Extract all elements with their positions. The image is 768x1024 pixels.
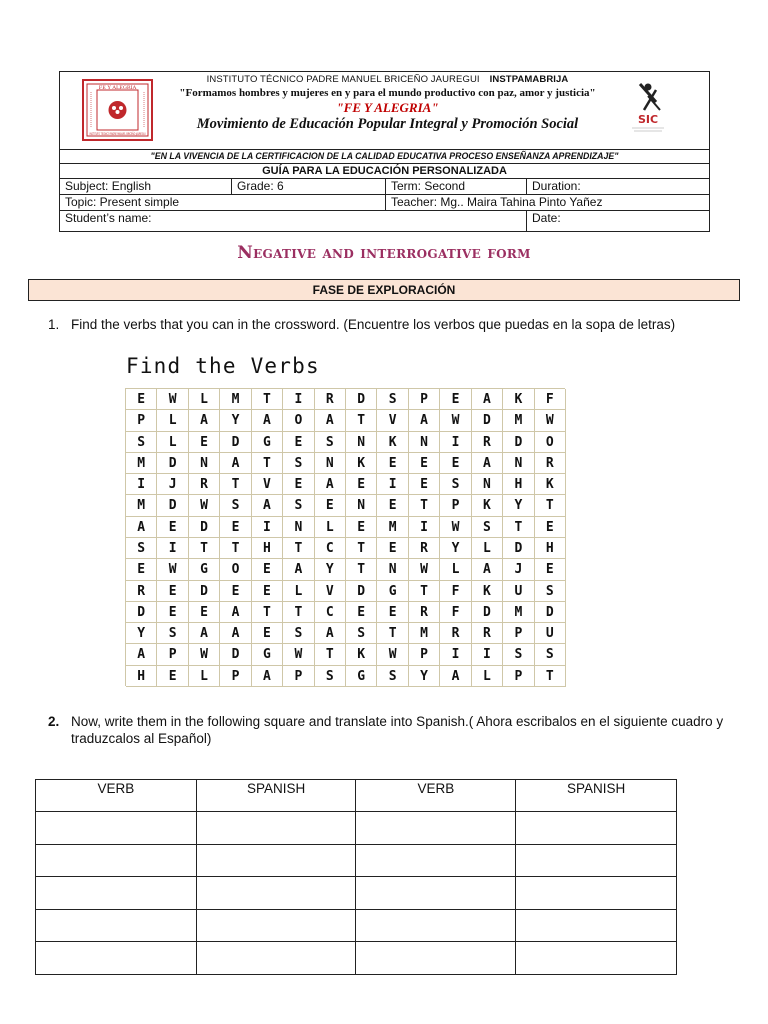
word-search-cell: T (503, 517, 534, 538)
word-search-cell: W (535, 410, 566, 431)
word-search-cell: T (315, 644, 346, 665)
word-search-cell: S (283, 623, 314, 644)
word-search-cell: J (157, 474, 188, 495)
word-search-cell: Y (409, 666, 440, 687)
verb-answer-cell[interactable] (36, 909, 197, 942)
word-search-cell: T (535, 495, 566, 516)
word-search-cell: W (283, 644, 314, 665)
word-search-cell: E (315, 495, 346, 516)
word-search-cell: A (252, 495, 283, 516)
word-search-cell: E (252, 559, 283, 580)
word-search-cell: K (503, 389, 534, 410)
word-search-cell: R (409, 538, 440, 559)
word-search-cell: K (472, 495, 503, 516)
word-search-cell: R (535, 453, 566, 474)
word-search-cell: W (157, 389, 188, 410)
word-search-cell: W (377, 644, 408, 665)
word-search-cell: E (535, 517, 566, 538)
word-search-cell: R (189, 474, 220, 495)
verb-answer-cell[interactable] (356, 877, 516, 910)
word-search-cell: L (315, 517, 346, 538)
word-search-cell: L (157, 410, 188, 431)
word-search-cell: D (535, 602, 566, 623)
word-search-cell: E (252, 581, 283, 602)
word-search-cell: S (503, 644, 534, 665)
word-search-cell: D (503, 432, 534, 453)
word-search-cell: A (252, 410, 283, 431)
spanish-answer-cell[interactable] (516, 812, 677, 845)
word-search-cell: P (409, 389, 440, 410)
word-search-cell: S (440, 474, 471, 495)
verb-answer-cell[interactable] (356, 812, 516, 845)
guide-title: GUÍA PARA LA EDUCACIÓN PERSONALIZADA (60, 164, 709, 179)
spanish-answer-cell[interactable] (516, 877, 677, 910)
word-search-cell: E (346, 602, 377, 623)
word-search-cell: A (315, 474, 346, 495)
word-search-cell: W (157, 559, 188, 580)
word-search-cell: S (377, 666, 408, 687)
word-search-cell: E (346, 517, 377, 538)
word-search-cell: I (252, 517, 283, 538)
word-search-cell: P (283, 666, 314, 687)
word-search-cell: R (440, 623, 471, 644)
word-search-cell: A (126, 517, 157, 538)
verb-answer-cell[interactable] (36, 844, 197, 877)
answer-row (36, 844, 677, 877)
answer-row (36, 812, 677, 845)
institution-acronym: INSTPAMABRIJA (489, 74, 569, 85)
svg-text:FE Y ALEGRIA: FE Y ALEGRIA (98, 85, 137, 91)
word-search-cell: E (283, 474, 314, 495)
word-search-cell: E (220, 581, 251, 602)
word-search-cell: Y (503, 495, 534, 516)
answer-row (36, 877, 677, 910)
word-search-cell: H (126, 666, 157, 687)
word-search-cell: T (283, 602, 314, 623)
word-search-cell: A (189, 623, 220, 644)
word-search-cell: L (189, 389, 220, 410)
word-search-cell: R (472, 623, 503, 644)
word-search-cell: H (252, 538, 283, 559)
spanish-answer-cell[interactable] (196, 942, 356, 975)
word-search-cell: R (315, 389, 346, 410)
word-search-cell: D (346, 581, 377, 602)
word-search-title: Find the Verbs (126, 354, 320, 378)
word-search-cell: P (440, 495, 471, 516)
answer-row (36, 909, 677, 942)
spanish-answer-cell[interactable] (196, 844, 356, 877)
word-search-cell: T (346, 410, 377, 431)
word-search-cell: Y (315, 559, 346, 580)
word-search-cell: S (126, 432, 157, 453)
word-search-cell: N (472, 474, 503, 495)
word-search-cell: I (472, 644, 503, 665)
word-search-cell: L (189, 666, 220, 687)
word-search-cell: D (346, 389, 377, 410)
word-search-cell: L (472, 538, 503, 559)
word-search-cell: Y (440, 538, 471, 559)
word-search-cell: E (377, 538, 408, 559)
word-search-cell: D (503, 538, 534, 559)
word-search-cell: N (346, 432, 377, 453)
word-search-cell: I (377, 474, 408, 495)
word-search-cell: A (126, 644, 157, 665)
verb-answer-cell[interactable] (36, 877, 197, 910)
word-search-cell: D (472, 410, 503, 431)
word-search-cell: C (315, 602, 346, 623)
word-search-cell: W (409, 559, 440, 580)
word-search-cell: T (409, 495, 440, 516)
word-search-cell: T (189, 538, 220, 559)
word-search-cell: A (315, 410, 346, 431)
word-search-cell: T (346, 538, 377, 559)
word-search-cell: E (157, 666, 188, 687)
word-search-cell: V (252, 474, 283, 495)
word-search-cell: E (189, 432, 220, 453)
word-search-cell: L (283, 581, 314, 602)
word-search-cell: W (189, 495, 220, 516)
word-search-cell: M (126, 495, 157, 516)
term-field: Term: Second (385, 179, 526, 194)
word-search-cell: A (283, 559, 314, 580)
word-search-cell: D (472, 602, 503, 623)
word-search-cell: S (535, 644, 566, 665)
column-header-spanish: SPANISH (516, 780, 677, 812)
date-field: Date: (526, 211, 709, 231)
word-search-cell: I (126, 474, 157, 495)
word-search-cell: E (409, 453, 440, 474)
word-search-cell: M (126, 453, 157, 474)
word-search-cell: N (409, 432, 440, 453)
word-search-cell: I (157, 538, 188, 559)
word-search-cell: L (157, 432, 188, 453)
word-search-cell: F (535, 389, 566, 410)
word-search-cell: E (252, 623, 283, 644)
word-search-cell: S (157, 623, 188, 644)
word-search-cell: G (189, 559, 220, 580)
word-search-cell: N (189, 453, 220, 474)
subject-field: Subject: English (65, 179, 152, 193)
word-search-cell: E (440, 453, 471, 474)
word-search-cell: D (220, 644, 251, 665)
word-search-cell: V (377, 410, 408, 431)
info-row-2 (60, 195, 709, 211)
document-header (59, 71, 710, 232)
institution-line (160, 74, 615, 85)
word-search-cell: L (472, 666, 503, 687)
word-search-cell: M (220, 389, 251, 410)
word-search-cell: S (283, 453, 314, 474)
word-search-cell: M (503, 602, 534, 623)
question-1-text: Find the verbs that you can in the crossword. (Encuentre los verbos que puedas en la sopa de letras) (71, 317, 676, 332)
word-search-cell: E (157, 517, 188, 538)
word-search-cell: D (157, 495, 188, 516)
word-search-cell: W (440, 410, 471, 431)
word-search-cell: D (220, 432, 251, 453)
word-search-cell: E (535, 559, 566, 580)
word-search-cell: E (126, 559, 157, 580)
word-search-cell: G (377, 581, 408, 602)
school-logo (81, 78, 192, 142)
word-search-cell: Y (126, 623, 157, 644)
sic-logo (626, 80, 670, 138)
word-search-cell: T (283, 538, 314, 559)
word-search-cell: H (535, 538, 566, 559)
word-search-cell: P (157, 644, 188, 665)
column-header-verb: VERB (36, 780, 197, 812)
word-search-cell: T (377, 623, 408, 644)
spanish-answer-cell[interactable] (516, 909, 677, 942)
word-search-cell: E (409, 474, 440, 495)
verb-answer-cell[interactable] (36, 942, 197, 975)
word-search-cell: C (315, 538, 346, 559)
spanish-answer-cell[interactable] (516, 942, 677, 975)
word-search-cell: D (157, 453, 188, 474)
word-search-cell: R (409, 602, 440, 623)
word-search-cell: N (346, 495, 377, 516)
word-search-cell: T (409, 581, 440, 602)
word-search-cell: N (315, 453, 346, 474)
word-search-cell: N (377, 559, 408, 580)
word-search-cell: I (440, 432, 471, 453)
word-search-grid (125, 388, 565, 686)
word-search-cell: Y (220, 410, 251, 431)
spanish-answer-cell[interactable] (196, 877, 356, 910)
word-search-cell: V (315, 581, 346, 602)
word-search-cell: O (283, 410, 314, 431)
verb-answer-cell[interactable] (356, 942, 516, 975)
word-search-cell: T (220, 474, 251, 495)
word-search-cell: D (126, 602, 157, 623)
grade-field: Grade: 6 (231, 179, 385, 194)
word-search-cell: W (189, 644, 220, 665)
word-search-cell: N (503, 453, 534, 474)
certification-line: "EN LA VIVENCIA DE LA CERTIFICACION DE LA CALIDAD EDUCATIVA PROCESO ENSEÑANZA APRENDIZAJE" (60, 150, 709, 164)
word-search-cell: A (472, 389, 503, 410)
word-search-cell: I (409, 517, 440, 538)
word-search-cell: E (157, 602, 188, 623)
duration-field: Duration: (526, 179, 709, 194)
word-search-cell: T (252, 602, 283, 623)
word-search-cell: D (189, 517, 220, 538)
word-search-cell: S (472, 517, 503, 538)
logo-ring-text: INSTITUTO TECNICO PADRE MANUEL BRICEÑO JAUREGUI (89, 132, 192, 136)
word-search-cell: A (472, 559, 503, 580)
word-search-cell: P (220, 666, 251, 687)
verb-answer-cell[interactable] (356, 844, 516, 877)
word-search-cell: E (189, 602, 220, 623)
word-search-cell: S (315, 432, 346, 453)
word-search-cell: A (409, 410, 440, 431)
word-search-cell: O (220, 559, 251, 580)
word-search-cell: G (252, 432, 283, 453)
phase-banner: FASE DE EXPLORACIÓN (28, 279, 740, 301)
question-1-number: 1. (48, 317, 60, 332)
word-search-cell: E (377, 495, 408, 516)
word-search-cell: G (346, 666, 377, 687)
word-search-cell: A (440, 666, 471, 687)
word-search-cell: E (440, 389, 471, 410)
word-search-cell: A (252, 666, 283, 687)
info-row-1 (60, 179, 709, 195)
word-search-cell: T (346, 559, 377, 580)
column-header-verb: VERB (356, 780, 516, 812)
word-search-cell: H (503, 474, 534, 495)
word-search-cell: N (283, 517, 314, 538)
institution-name: INSTITUTO TÉCNICO PADRE MANUEL BRICEÑO JAUREGUI (206, 74, 480, 85)
word-search-cell: K (472, 581, 503, 602)
movement-full-name: Movimiento de Educación Popular Integral y Promoción Social (196, 116, 579, 132)
word-search-cell: T (220, 538, 251, 559)
student-name-field: Student’s name: (65, 211, 152, 225)
word-search-cell: P (503, 666, 534, 687)
question-2-text: Now, write them in the following square and translate into Spanish.( Ahora escribalos en el siguiente cuadro y traduzcalos al Español) (71, 714, 724, 746)
worksheet-title: Negative and interrogative form (237, 243, 531, 263)
institution-motto: "Formamos hombres y mujeres en y para el mundo productivo con paz, amor y justicia" (179, 87, 596, 99)
word-search-cell: M (409, 623, 440, 644)
word-search-cell: E (377, 453, 408, 474)
answer-table (35, 779, 677, 975)
word-search-cell: U (503, 581, 534, 602)
word-search-cell: E (126, 389, 157, 410)
word-search-cell: A (220, 602, 251, 623)
word-search-cell: A (220, 623, 251, 644)
word-search-cell: R (126, 581, 157, 602)
word-search-cell: M (503, 410, 534, 431)
word-search-cell: P (409, 644, 440, 665)
word-search-cell: S (377, 389, 408, 410)
word-search-cell: P (126, 410, 157, 431)
answer-row (36, 942, 677, 975)
word-search-cell: K (346, 453, 377, 474)
question-2-number: 2. (48, 714, 60, 729)
word-search-cell: E (220, 517, 251, 538)
word-search-cell: K (377, 432, 408, 453)
word-search-cell: I (283, 389, 314, 410)
word-search-cell: F (440, 581, 471, 602)
info-row-3 (60, 211, 709, 231)
word-search-cell: S (315, 666, 346, 687)
word-search-cell: A (472, 453, 503, 474)
word-search-cell: R (472, 432, 503, 453)
word-search-cell: D (189, 581, 220, 602)
verb-answer-cell[interactable] (356, 909, 516, 942)
word-search-cell: F (440, 602, 471, 623)
column-header-spanish: SPANISH (196, 780, 356, 812)
sic-logo-text: SIC (637, 113, 659, 126)
word-search-cell: L (440, 559, 471, 580)
spanish-answer-cell[interactable] (196, 812, 356, 845)
word-search-cell: G (252, 644, 283, 665)
word-search-cell: P (503, 623, 534, 644)
word-search-cell: J (503, 559, 534, 580)
header-banner (60, 72, 709, 150)
verb-answer-cell[interactable] (36, 812, 197, 845)
word-search-cell: T (252, 389, 283, 410)
word-search-cell: S (346, 623, 377, 644)
word-search-cell: E (346, 474, 377, 495)
spanish-answer-cell[interactable] (516, 844, 677, 877)
word-search-cell: S (535, 581, 566, 602)
word-search-cell: O (535, 432, 566, 453)
answer-table-header (36, 780, 677, 812)
word-search-cell: K (346, 644, 377, 665)
word-search-cell: A (220, 453, 251, 474)
movement-name: "FE Y ALEGRIA" (336, 100, 439, 115)
word-search-cell: A (189, 410, 220, 431)
word-search-cell: T (252, 453, 283, 474)
word-search-cell: A (315, 623, 346, 644)
word-search-cell: K (535, 474, 566, 495)
teacher-field: Teacher: Mg.. Maira Tahina Pinto Yañez (385, 195, 709, 210)
word-search-cell: T (535, 666, 566, 687)
word-search-cell: M (377, 517, 408, 538)
word-search-cell: S (220, 495, 251, 516)
word-search-cell: E (157, 581, 188, 602)
topic-field: Topic: Present simple (65, 195, 180, 209)
word-search-cell: E (377, 602, 408, 623)
spanish-answer-cell[interactable] (196, 909, 356, 942)
word-search-cell: I (440, 644, 471, 665)
word-search-cell: W (440, 517, 471, 538)
word-search-cell: S (126, 538, 157, 559)
word-search-cell: E (283, 432, 314, 453)
word-search-cell: U (535, 623, 566, 644)
word-search-cell: S (283, 495, 314, 516)
